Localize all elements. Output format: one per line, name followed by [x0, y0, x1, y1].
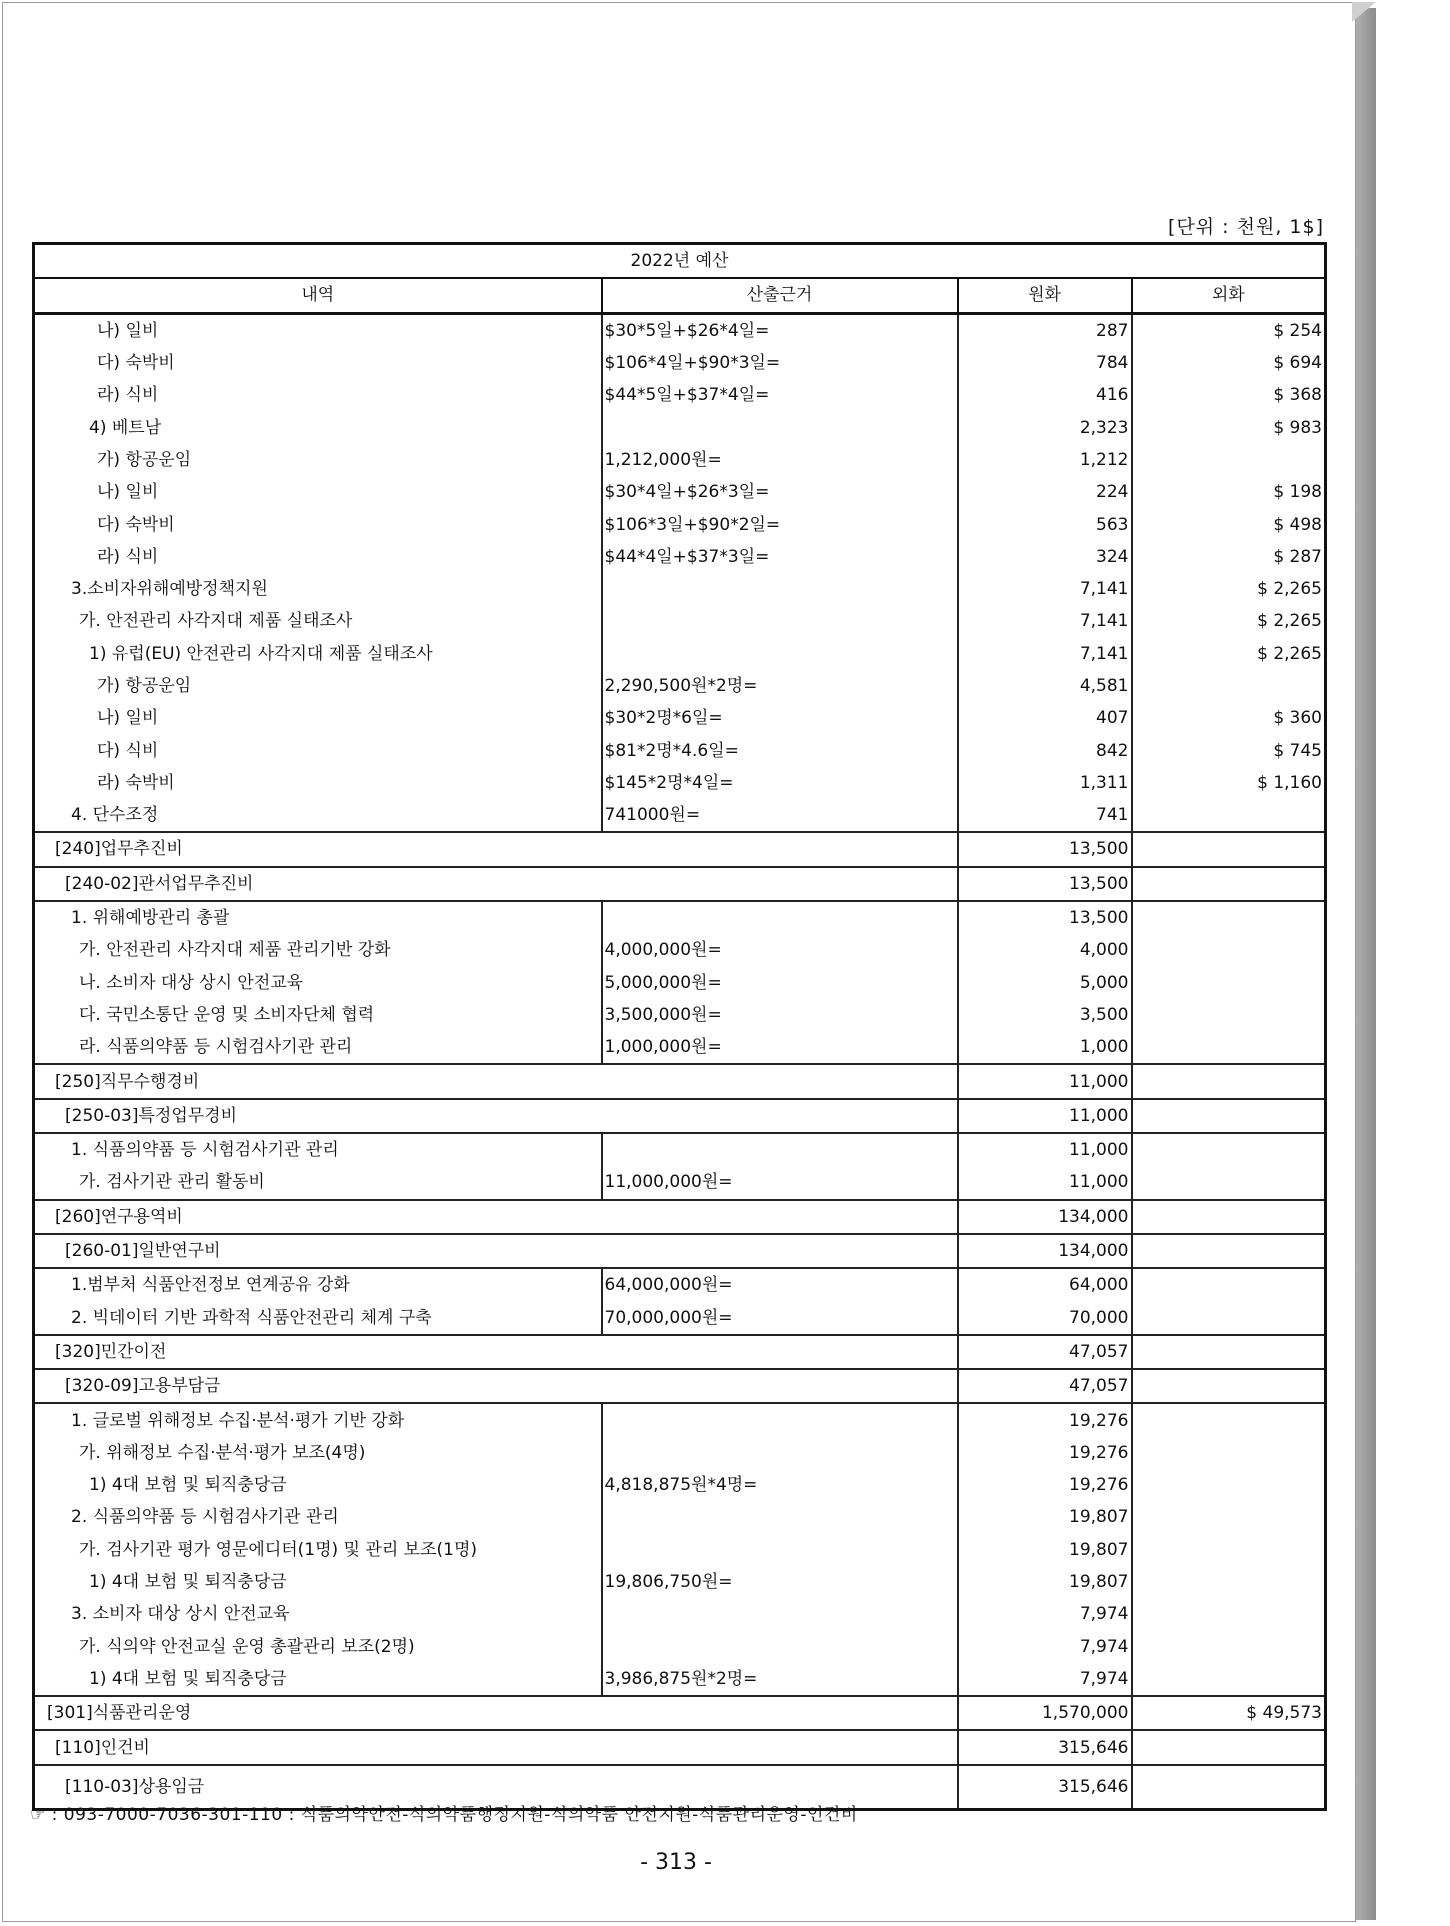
row-usd: [1132, 1765, 1326, 1810]
row-item: 3. 소비자 대상 상시 안전교육: [34, 1598, 602, 1630]
row-krw: 19,807: [958, 1501, 1132, 1533]
row-item: [250]직무수행경비: [34, 1064, 958, 1098]
row-krw: 19,807: [958, 1534, 1132, 1566]
row-basis: 3,986,875원*2명=: [602, 1663, 958, 1696]
row-usd: [1132, 1268, 1326, 1301]
unit-note: [단위 : 천원, 1$]: [1168, 216, 1324, 238]
table-row: [34, 901, 1326, 934]
row-item: 라. 식품의약품 등 시험검사기관 관리: [34, 1031, 602, 1064]
table-row: [34, 1302, 1326, 1335]
header-usd: 외화: [1132, 278, 1326, 313]
row-usd: $ 198: [1273, 482, 1322, 503]
row-krw: 11,000: [958, 1099, 1132, 1133]
table-row: [34, 476, 1326, 508]
row-basis: [602, 1403, 958, 1436]
row-usd: $ 360: [1273, 708, 1322, 729]
row-basis: $145*2명*4일=: [602, 767, 958, 799]
table-row: [34, 1031, 1326, 1064]
table-row: [34, 1234, 1326, 1268]
row-usd: $ 287: [1273, 546, 1322, 567]
row-basis: 64,000,000원=: [602, 1268, 958, 1301]
row-basis: 4,000,000원=: [602, 934, 958, 966]
row-basis: [602, 1437, 958, 1469]
table-row: [34, 1099, 1326, 1133]
table-row: [34, 638, 1326, 670]
table-row: [34, 347, 1326, 379]
table-row: [34, 767, 1326, 799]
row-item: 1) 4대 보험 및 퇴직충당금: [34, 1566, 602, 1598]
row-item: 1. 위해예방관리 총괄: [34, 901, 602, 934]
row-item: 가) 항공운임: [34, 444, 602, 476]
row-usd: [1132, 1133, 1326, 1166]
row-item: 1) 유럽(EU) 안전관리 사각지대 제품 실태조사: [34, 638, 602, 670]
page-shadow: [1356, 8, 1376, 1920]
row-item: 가. 검사기관 평가 영문에디터(1명) 및 관리 보조(1명): [34, 1534, 602, 1566]
row-krw: 70,000: [958, 1302, 1132, 1335]
row-item: [301]식품관리운영: [34, 1696, 958, 1730]
row-basis: 11,000,000원=: [602, 1166, 958, 1199]
row-item: [110]인건비: [34, 1730, 958, 1764]
row-item: [240]업무추진비: [34, 832, 958, 866]
table-row: [34, 670, 1326, 702]
row-krw: 3,500: [958, 999, 1132, 1031]
row-krw: 1,212: [958, 444, 1132, 476]
row-usd: [1132, 999, 1326, 1031]
row-basis: [602, 605, 958, 637]
header-item: 내역: [34, 278, 602, 313]
row-krw: 315,646: [958, 1730, 1132, 1764]
row-basis: $106*3일+$90*2일=: [602, 508, 958, 540]
row-item: 라) 식비: [34, 379, 602, 411]
row-item: 가. 안전관리 사각지대 제품 관리기반 강화: [34, 934, 602, 966]
row-basis: [602, 901, 958, 934]
table-row: [34, 605, 1326, 637]
table-row: [34, 1696, 1326, 1730]
row-usd: $ 694: [1273, 353, 1322, 374]
row-krw: 7,974: [958, 1663, 1132, 1696]
row-basis: [602, 638, 958, 670]
row-usd: [1132, 1534, 1326, 1566]
row-item: [240-02]관서업무추진비: [34, 867, 958, 901]
table-row: [34, 934, 1326, 966]
row-usd: [1132, 1031, 1326, 1064]
table-row: [34, 832, 1326, 866]
table-row: [34, 1437, 1326, 1469]
table-row: [34, 1268, 1326, 1301]
row-item: 라) 숙박비: [34, 767, 602, 799]
row-usd: [1132, 1566, 1326, 1598]
row-usd: [1132, 1403, 1326, 1436]
row-krw: 19,807: [958, 1566, 1132, 1598]
row-item: 가) 항공운임: [34, 670, 602, 702]
row-basis: [602, 1630, 958, 1662]
row-basis: $81*2명*4.6일=: [602, 734, 958, 766]
row-krw: 5,000: [958, 967, 1132, 999]
row-usd: [1132, 901, 1326, 934]
budget-table: [32, 242, 1327, 1811]
row-basis: $30*4일+$26*3일=: [602, 476, 958, 508]
row-usd: [1132, 934, 1326, 966]
row-usd: [1132, 1166, 1326, 1199]
row-usd: [1132, 1663, 1326, 1696]
row-item: 1. 식품의약품 등 시험검사기관 관리: [34, 1133, 602, 1166]
row-basis: 1,212,000원=: [602, 444, 958, 476]
row-item: 2. 빅데이터 기반 과학적 식품안전관리 체계 구축: [34, 1302, 602, 1335]
row-usd: [1132, 670, 1326, 702]
row-usd: [1132, 1200, 1326, 1234]
row-basis: 19,806,750원=: [602, 1566, 958, 1598]
row-krw: 11,000: [958, 1166, 1132, 1199]
row-item: 4. 단수조정: [34, 799, 602, 832]
table-row: [34, 1200, 1326, 1234]
row-usd: $ 2,265: [1257, 579, 1322, 600]
row-basis: $30*5일+$26*4일=: [602, 313, 958, 347]
page-number: - 313 -: [640, 1850, 712, 1875]
table-row: [34, 313, 1326, 347]
row-item: [260]연구용역비: [34, 1200, 958, 1234]
row-item: 1.범부처 식품안전정보 연계공유 강화: [34, 1268, 602, 1301]
row-item: [320-09]고용부담금: [34, 1369, 958, 1403]
row-item: 라) 식비: [34, 541, 602, 573]
table-row: [34, 1369, 1326, 1403]
table-row: [34, 508, 1326, 540]
row-basis: 3,500,000원=: [602, 999, 958, 1031]
table-title: 2022년 예산: [34, 244, 1326, 279]
footnote: ☞ : 093-7000-7036-301-110 : 식품의약안전-식의약품행정지원-식의약품 안전지원-식품관리운영-인건비: [30, 1805, 858, 1825]
row-basis: [602, 1133, 958, 1166]
row-basis: $44*5일+$37*4일=: [602, 379, 958, 411]
row-basis: [602, 573, 958, 605]
row-krw: 19,276: [958, 1469, 1132, 1501]
row-usd: $ 1,160: [1257, 772, 1322, 793]
row-item: 다) 식비: [34, 734, 602, 766]
page-fold-corner: [1352, 2, 1376, 22]
row-usd: [1132, 799, 1326, 832]
row-krw: 7,141: [958, 638, 1132, 670]
row-krw: 7,141: [958, 573, 1132, 605]
row-usd: $ 368: [1273, 385, 1322, 406]
row-item: 다. 국민소통단 운영 및 소비자단체 협력: [34, 999, 602, 1031]
row-krw: 2,323: [958, 411, 1132, 443]
table-row: [34, 1133, 1326, 1166]
row-item: [320]민간이전: [34, 1335, 958, 1369]
table-row: [34, 541, 1326, 573]
table-row: [34, 411, 1326, 443]
table-row: [34, 379, 1326, 411]
row-usd: $ 983: [1273, 417, 1322, 438]
row-item: 4) 베트남: [34, 411, 602, 443]
row-usd: [1132, 1335, 1326, 1369]
row-usd: [1132, 832, 1326, 866]
table-row: [34, 999, 1326, 1031]
table-row: [34, 1663, 1326, 1696]
table-row: [34, 799, 1326, 832]
row-usd: [1132, 1437, 1326, 1469]
row-item: [250-03]특정업무경비: [34, 1099, 958, 1133]
row-item: [110-03]상용임금: [34, 1765, 958, 1810]
row-krw: 287: [958, 313, 1132, 347]
row-krw: 741: [958, 799, 1132, 832]
row-krw: 563: [958, 508, 1132, 540]
row-krw: 134,000: [958, 1234, 1132, 1268]
row-basis: [602, 411, 958, 443]
header-basis: 산출근거: [602, 278, 958, 313]
row-usd: $ 2,265: [1257, 611, 1322, 632]
row-usd: [1132, 1598, 1326, 1630]
row-krw: 324: [958, 541, 1132, 573]
row-krw: 7,141: [958, 605, 1132, 637]
row-usd: $ 254: [1273, 320, 1322, 341]
row-basis: [602, 1598, 958, 1630]
row-basis: $44*4일+$37*3일=: [602, 541, 958, 573]
row-usd: [1132, 1469, 1326, 1501]
row-usd: [1132, 967, 1326, 999]
table-row: [34, 1064, 1326, 1098]
table-row: [34, 1534, 1326, 1566]
row-usd: [1132, 1730, 1326, 1764]
row-item: 가. 검사기관 관리 활동비: [34, 1166, 602, 1199]
row-krw: 19,276: [958, 1437, 1132, 1469]
row-krw: 47,057: [958, 1335, 1132, 1369]
row-krw: 19,276: [958, 1403, 1132, 1436]
row-krw: 13,500: [958, 867, 1132, 901]
table-row: [34, 1598, 1326, 1630]
row-item: 가. 안전관리 사각지대 제품 실태조사: [34, 605, 602, 637]
row-krw: 47,057: [958, 1369, 1132, 1403]
table-row: [34, 573, 1326, 605]
row-usd: [1132, 1234, 1326, 1268]
row-usd: $ 49,573: [1132, 1696, 1326, 1730]
row-krw: 7,974: [958, 1598, 1132, 1630]
table-row: [34, 1335, 1326, 1369]
row-krw: 1,311: [958, 767, 1132, 799]
row-item: 다) 숙박비: [34, 508, 602, 540]
table-row: [34, 967, 1326, 999]
row-usd: $ 2,265: [1257, 643, 1322, 664]
row-usd: [1132, 1302, 1326, 1335]
row-item: 3.소비자위해예방정책지원: [34, 573, 602, 605]
row-usd: [1132, 1630, 1326, 1662]
row-usd: $ 498: [1273, 514, 1322, 535]
row-krw: 11,000: [958, 1133, 1132, 1166]
row-usd: [1132, 867, 1326, 901]
table-row: [34, 1730, 1326, 1764]
row-basis: 2,290,500원*2명=: [602, 670, 958, 702]
row-basis: [602, 1534, 958, 1566]
row-basis: $106*4일+$90*3일=: [602, 347, 958, 379]
row-krw: 134,000: [958, 1200, 1132, 1234]
row-krw: 315,646: [958, 1765, 1132, 1810]
row-usd: [1132, 1064, 1326, 1098]
table-row: [34, 1630, 1326, 1662]
row-usd: [1132, 1369, 1326, 1403]
row-krw: 11,000: [958, 1064, 1132, 1098]
row-item: 나) 일비: [34, 702, 602, 734]
row-usd: [1132, 1501, 1326, 1533]
row-krw: 224: [958, 476, 1132, 508]
row-basis: $30*2명*6일=: [602, 702, 958, 734]
row-item: [260-01]일반연구비: [34, 1234, 958, 1268]
row-krw: 842: [958, 734, 1132, 766]
row-krw: 13,500: [958, 901, 1132, 934]
row-item: 나. 소비자 대상 상시 안전교육: [34, 967, 602, 999]
table-row: [34, 734, 1326, 766]
row-krw: 416: [958, 379, 1132, 411]
row-item: 1) 4대 보험 및 퇴직충당금: [34, 1469, 602, 1501]
row-krw: 1,000: [958, 1031, 1132, 1064]
row-basis: 741000원=: [602, 799, 958, 832]
row-krw: 13,500: [958, 832, 1132, 866]
row-krw: 7,974: [958, 1630, 1132, 1662]
row-krw: 4,581: [958, 670, 1132, 702]
table-row: [34, 867, 1326, 901]
row-item: 다) 숙박비: [34, 347, 602, 379]
row-item: 나) 일비: [34, 476, 602, 508]
row-krw: 64,000: [958, 1268, 1132, 1301]
row-item: 2. 식품의약품 등 시험검사기관 관리: [34, 1501, 602, 1533]
table-row: [34, 1469, 1326, 1501]
row-krw: 784: [958, 347, 1132, 379]
row-krw: 1,570,000: [958, 1696, 1132, 1730]
row-basis: [602, 1501, 958, 1533]
row-basis: 1,000,000원=: [602, 1031, 958, 1064]
row-usd: [1132, 1099, 1326, 1133]
table-row: [34, 1501, 1326, 1533]
row-item: 가. 위해정보 수집·분석·평가 보조(4명): [34, 1437, 602, 1469]
row-item: 가. 식의약 안전교실 운영 총괄관리 보조(2명): [34, 1630, 602, 1662]
row-krw: 407: [958, 702, 1132, 734]
row-usd: [1132, 444, 1326, 476]
table-row: [34, 1166, 1326, 1199]
row-basis: 70,000,000원=: [602, 1302, 958, 1335]
table-row: [34, 1403, 1326, 1436]
table-row: [34, 444, 1326, 476]
header-krw: 원화: [958, 278, 1132, 313]
row-usd: $ 745: [1273, 740, 1322, 761]
budget-table-body: [34, 313, 1326, 1809]
row-item: 나) 일비: [34, 313, 602, 347]
table-row: [34, 1566, 1326, 1598]
row-krw: 4,000: [958, 934, 1132, 966]
row-item: 1) 4대 보험 및 퇴직충당금: [34, 1663, 602, 1696]
row-item: 1. 글로벌 위해정보 수집·분석·평가 기반 강화: [34, 1403, 602, 1436]
row-basis: 4,818,875원*4명=: [602, 1469, 958, 1501]
table-row: [34, 702, 1326, 734]
row-basis: 5,000,000원=: [602, 967, 958, 999]
